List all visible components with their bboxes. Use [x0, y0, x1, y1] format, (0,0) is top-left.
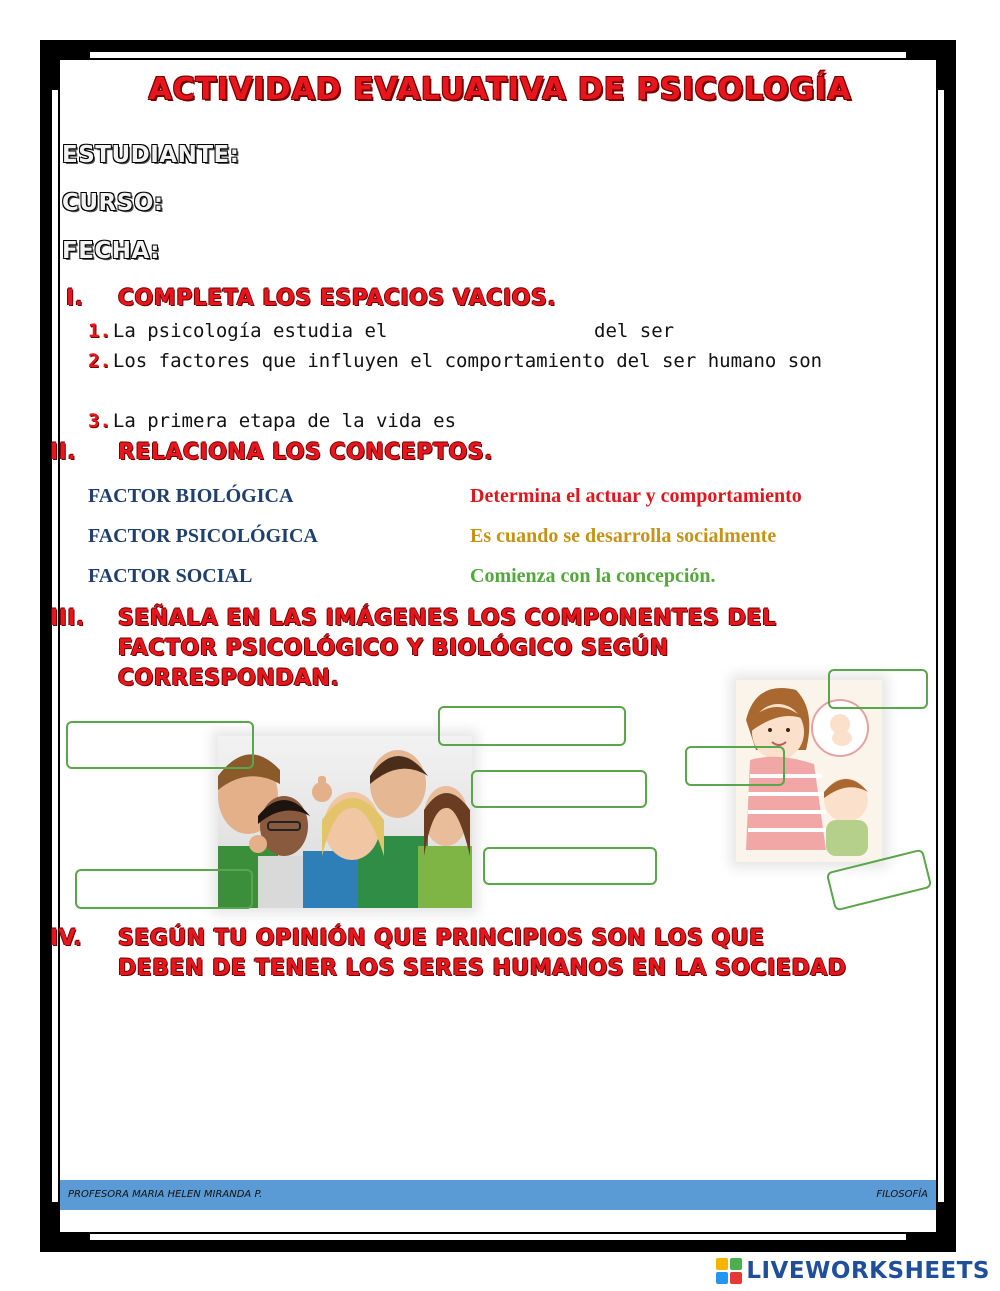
- field-curso: CURSO:: [62, 190, 164, 216]
- section-3-line3: CORRESPONDAN.: [118, 666, 340, 691]
- section-1-number: I.: [66, 286, 84, 311]
- field-fecha: FECHA:: [62, 238, 160, 264]
- section-2-number: II.: [50, 440, 77, 465]
- question-1: [88, 320, 387, 342]
- liveworksheets-logo-icon: [716, 1258, 742, 1284]
- section-3-number: III.: [50, 606, 85, 631]
- question-1-part2: del ser: [594, 320, 675, 342]
- field-estudiante: ESTUDIANTE:: [62, 142, 240, 168]
- section-2-heading: [50, 438, 910, 470]
- concept-left-1[interactable]: FACTOR BIOLÓGICA: [88, 485, 294, 507]
- question-3-text: La primera etapa de la vida es: [112, 410, 457, 432]
- teens-group-illustration: [218, 736, 472, 908]
- answer-box-5[interactable]: [75, 869, 253, 909]
- liveworksheets-wordmark: LIVEWORKSHEETS: [746, 1258, 990, 1284]
- concept-right-3[interactable]: Comienza con la concepción.: [470, 565, 716, 587]
- section-4-heading: [50, 924, 940, 988]
- section-3-line2: FACTOR PSICOLÓGICO Y BIOLÓGICO SEGÚN: [118, 636, 669, 661]
- worksheet-title: ACTIVIDAD EVALUATIVA DE PSICOLOGÍA: [148, 72, 852, 107]
- section-2-text: RELACIONA LOS CONCEPTOS.: [118, 440, 494, 465]
- concept-left-3[interactable]: FACTOR SOCIAL: [88, 565, 253, 587]
- section-1-heading: [60, 284, 920, 316]
- concept-left-2[interactable]: FACTOR PSICOLÓGICA: [88, 525, 318, 547]
- question-1-part1: La psicología estudia el: [112, 320, 388, 342]
- footer-teacher: PROFESORA MARIA HELEN MIRANDA P.: [68, 1189, 263, 1200]
- section-4-number: IV.: [50, 926, 83, 951]
- question-3: [88, 410, 456, 432]
- section-4-line1: SEGÚN TU OPINIÓN QUE PRINCIPIOS SON LOS QUE: [118, 926, 765, 951]
- concept-right-1[interactable]: Determina el actuar y comportamiento: [470, 485, 802, 507]
- liveworksheets-brand: [716, 1254, 990, 1288]
- question-2-text: Los factores que influyen el comportamiento del ser humano son: [112, 350, 823, 372]
- question-2: [88, 350, 822, 372]
- concept-right-2[interactable]: Es cuando se desarrolla socialmente: [470, 525, 777, 547]
- answer-box-4[interactable]: [483, 847, 657, 885]
- section-3-line1: SEÑALA EN LAS IMÁGENES LOS COMPONENTES DEL: [118, 606, 777, 631]
- footer-subject: FILOSOFÍA: [876, 1189, 928, 1200]
- question-1-number: 1.: [88, 320, 111, 342]
- question-3-number: 3.: [88, 410, 111, 432]
- answer-box-6[interactable]: [828, 669, 928, 709]
- footer-bar: [60, 1180, 936, 1210]
- answer-box-3[interactable]: [471, 770, 647, 808]
- teens-group-photo: [218, 736, 472, 908]
- section-1-text: COMPLETA LOS ESPACIOS VACIOS.: [118, 286, 557, 311]
- answer-box-7[interactable]: [685, 746, 785, 786]
- question-2-number: 2.: [88, 350, 111, 372]
- answer-box-1[interactable]: [66, 721, 254, 769]
- answer-box-2[interactable]: [438, 706, 626, 746]
- section-4-line2: DEBEN DE TENER LOS SERES HUMANOS EN LA SOCIEDAD: [118, 956, 847, 981]
